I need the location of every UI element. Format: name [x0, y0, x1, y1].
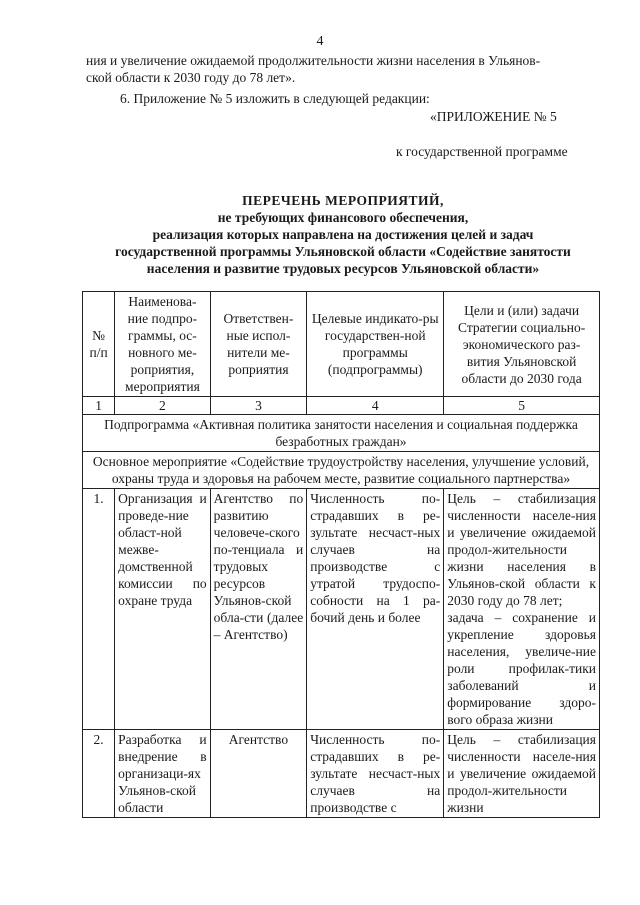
column-number: 5 — [444, 397, 600, 415]
row-responsible: Агентство — [210, 730, 307, 818]
main-activity-title: Основное мероприятие «Содействие трудоустройству населения, улучшение условий, охраны труда и здоровья на рабочем месте, развитие социального партнерства» — [83, 452, 600, 489]
row-goal-cell — [444, 489, 600, 730]
item-6-text: 6. Приложение № 5 изложить в следующей редакции: — [120, 91, 430, 106]
main-activity-row — [83, 452, 600, 489]
row-indicator: Численность по-страдавших в ре-зультате несчаст-ных случаев на производстве с — [307, 730, 444, 818]
row-number: 2. — [83, 730, 115, 818]
header-number: № п/п — [83, 292, 115, 397]
column-number: 2 — [115, 397, 211, 415]
table-header-row — [83, 292, 600, 397]
row-number: 1. — [83, 489, 115, 730]
row-responsible: Агентство по развитию человече-ского по-тенциала и трудовых ресурсов Ульянов-ской обла-сти (далее – Агентство) — [210, 489, 307, 730]
page-bottom-margin — [0, 838, 640, 905]
subprogram-title: Подпрограмма «Активная политика занятости населения и социальная поддержка безработных граждан» — [83, 415, 600, 452]
column-number: 1 — [83, 397, 115, 415]
column-number: 3 — [210, 397, 307, 415]
header-goals: Цели и (или) задачи Стратегии социально-экономического раз-вития Ульяновской области до 2030 года — [444, 292, 600, 397]
row-name: Организация и проведе-ние област-ной межве-домственной комиссии по охране труда — [115, 489, 211, 730]
header-responsible: Ответствен-ные испол-нители ме-роприятия — [210, 292, 307, 397]
title-line-3: реализация которых направлена на достижения целей и задач — [152, 227, 534, 242]
intro-paragraph — [86, 52, 600, 86]
subprogram-row — [83, 415, 600, 452]
table-row — [83, 489, 600, 730]
row-name: Разработка и внедрение в организаци-ях Ульянов-ской области — [115, 730, 211, 818]
row-goal: Цель – стабилизация численности населе-ния и увеличение ожидаемой продол-жительности жизни населения в Ульянов-ской области к 2030 году до 78 лет; — [447, 491, 596, 608]
column-numbers-row — [83, 397, 600, 415]
title-line-5: населения и развитие трудовых ресурсов Ульяновской области» — [146, 261, 540, 276]
title-line-2: не требующих финансового обеспечения, — [217, 210, 469, 225]
row-goal: Цель – стабилизация численности населе-ния и увеличение ожидаемой продол-жительности жизни — [444, 730, 600, 818]
header-name: Наименова-ние подпро-граммы, ос-новного ме-роприятия, мероприятия — [115, 292, 211, 397]
document-title — [86, 192, 600, 277]
row-task: задача – сохранение и укрепление здоровья населения, увеличе-ние роли профилак-тики заболеваний и формирование здоро-вого образа жизни — [447, 610, 596, 727]
appendix-label: «ПРИЛОЖЕНИЕ № 5 — [430, 109, 557, 124]
page-number: 4 — [316, 34, 324, 49]
table-row — [83, 730, 600, 818]
intro-line-1: ния и увеличение ожидаемой продолжительности жизни населения в Ульянов- — [86, 53, 541, 68]
state-program-label: к государственной программе — [396, 144, 568, 159]
column-number: 4 — [307, 397, 444, 415]
title-main: ПЕРЕЧЕНЬ МЕРОПРИЯТИЙ, — [242, 193, 444, 208]
title-line-4: государственной программы Ульяновской области «Содействие занятости — [115, 244, 571, 259]
measures-table — [82, 291, 600, 818]
header-indicators: Целевые индикато-ры государствен-ной программы (подпрограммы) — [307, 292, 444, 397]
row-indicator: Численность по-страдавших в ре-зультате несчаст-ных случаев на производстве с утратой трудоспо-собности на 1 ра-бочий день и более — [307, 489, 444, 730]
intro-line-2: ской области к 2030 году до 78 лет». — [86, 70, 296, 85]
